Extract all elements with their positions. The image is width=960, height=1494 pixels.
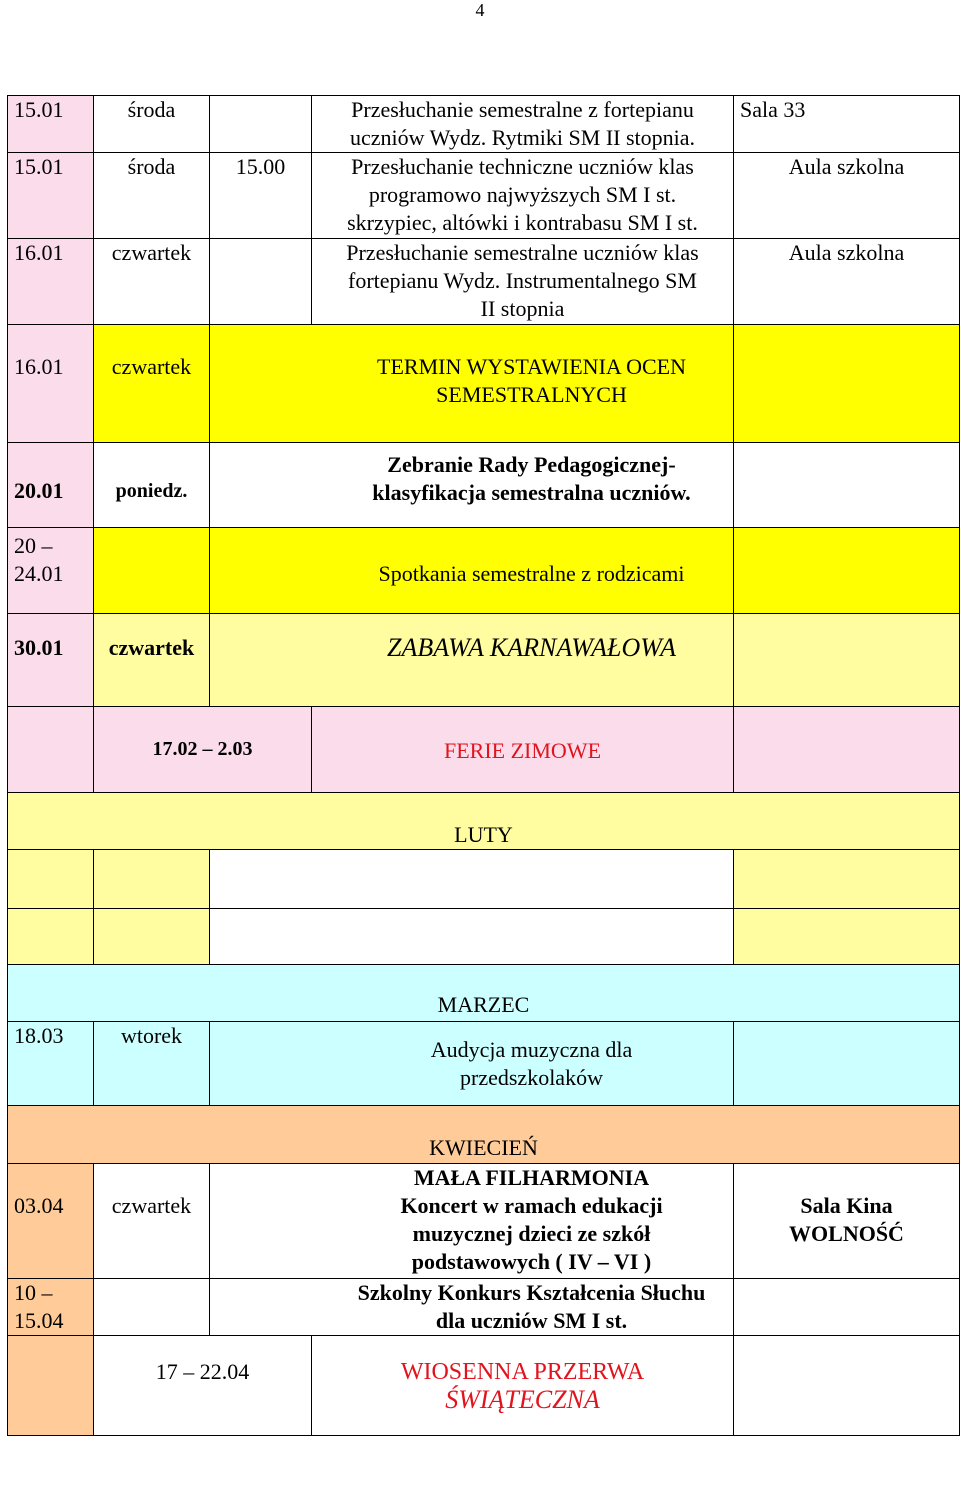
table-row: [8, 850, 960, 909]
description-cell: [210, 325, 734, 443]
description-line: Szkolny Konkurs Kształcenia Słuchu: [357, 1280, 706, 1305]
date-cell: [8, 909, 94, 965]
description-line: Koncert w ramach edukacji: [400, 1193, 663, 1218]
table-row: [8, 443, 960, 528]
date-cell: [8, 850, 94, 909]
month-header-marzec: [8, 965, 960, 1022]
room-cell: [734, 909, 960, 965]
description-cell: [210, 443, 734, 528]
month-header-luty: [8, 793, 960, 850]
description-line: skrzypiec, altówki i kontrabasu SM I st.: [347, 210, 698, 235]
day-cell: [94, 528, 210, 614]
month-title: LUTY: [454, 822, 513, 847]
day-text: środa: [127, 97, 176, 122]
description-line: uczniów Wydz. Rytmiki SM II stopnia.: [349, 125, 696, 150]
table-row: [8, 96, 960, 153]
day-cell: [94, 96, 210, 153]
room-cell: [734, 1279, 960, 1336]
date-cell: [8, 707, 94, 793]
description-text: ZABAWA KARNAWAŁOWA: [387, 633, 676, 662]
table-row: [8, 614, 960, 707]
description-cell: [210, 1164, 734, 1279]
description-line: przedszkolaków: [460, 1065, 603, 1090]
room-cell: [734, 614, 960, 707]
date-line: 20 –: [14, 533, 53, 558]
description-line: Zebranie Rady Pedagogicznej-: [387, 452, 676, 477]
month-title: MARZEC: [437, 992, 530, 1017]
month-header-row: [8, 965, 960, 1022]
table-row: [8, 707, 960, 793]
date-text: 16.01: [14, 240, 64, 265]
description-cell: [312, 239, 734, 325]
description-line: MAŁA FILHARMONIA: [413, 1165, 650, 1190]
date-line: 10 –: [14, 1280, 53, 1305]
day-text: poniedz.: [115, 480, 188, 502]
table-row: [8, 325, 960, 443]
date-cell: [8, 614, 94, 707]
room-cell: [734, 96, 960, 153]
table-row: [8, 909, 960, 965]
date-cell: [8, 153, 94, 239]
description-cell: [210, 909, 734, 965]
room-cell: [734, 707, 960, 793]
table-row: [8, 1022, 960, 1106]
description-line: SEMESTRALNYCH: [436, 382, 627, 407]
date-cell: [8, 1164, 94, 1279]
description-cell: [210, 614, 734, 707]
room-cell: [734, 153, 960, 239]
table-row: [8, 1164, 960, 1279]
description-cell: [312, 707, 734, 793]
schedule-table: [7, 95, 960, 1436]
day-cell: [94, 909, 210, 965]
time-cell: [210, 239, 312, 325]
date-cell: [8, 443, 94, 528]
date-cell: [8, 1022, 94, 1106]
table-row: [8, 528, 960, 614]
room-line: Sala Kina: [800, 1193, 893, 1218]
time-text: 15.00: [235, 154, 286, 179]
day-text: czwartek: [111, 1193, 192, 1218]
date-cell: [8, 96, 94, 153]
date-text: 20.01: [14, 478, 64, 503]
description-line: dla uczniów SM I st.: [435, 1308, 628, 1333]
room-text: Aula szkolna: [788, 240, 905, 265]
day-cell: [94, 325, 210, 443]
date-line: 15.04: [14, 1308, 64, 1333]
day-text: środa: [127, 154, 176, 179]
time-cell: [210, 153, 312, 239]
day-cell: [94, 1164, 210, 1279]
table-row: [8, 1279, 960, 1336]
date-cell: [8, 1279, 94, 1336]
day-text: wtorek: [120, 1023, 183, 1048]
table-row: [8, 239, 960, 325]
date-text: 03.04: [14, 1193, 64, 1218]
date-cell: [8, 1336, 94, 1436]
description-line: ŚWIĄTECZNA: [445, 1385, 600, 1414]
description-line: Przesłuchanie techniczne uczniów klas: [351, 154, 694, 179]
description-cell: [210, 850, 734, 909]
date-cell: [8, 239, 94, 325]
room-cell: [734, 443, 960, 528]
time-cell: [210, 96, 312, 153]
room-cell: [734, 1022, 960, 1106]
day-cell: [94, 1022, 210, 1106]
description-line: podstawowych ( IV – VI ): [411, 1249, 652, 1274]
room-cell: [734, 325, 960, 443]
description-line: fortepianu Wydz. Instrumentalnego SM: [348, 268, 697, 293]
room-cell: [734, 239, 960, 325]
date-text: 18.03: [14, 1023, 64, 1048]
table-row: [8, 1336, 960, 1436]
room-cell: [734, 528, 960, 614]
date-line: 24.01: [14, 561, 64, 586]
page-number: 4: [475, 0, 485, 20]
date-text: 16.01: [14, 354, 64, 379]
day-cell: [94, 443, 210, 528]
room-line: WOLNOŚĆ: [789, 1221, 904, 1246]
day-text: czwartek: [111, 354, 192, 379]
day-cell: [94, 239, 210, 325]
date-range-text: 17 – 22.04: [155, 1359, 250, 1384]
description-line: Przesłuchanie semestralne uczniów klas: [346, 240, 699, 265]
day-text: czwartek: [111, 240, 192, 265]
description-cell: [210, 1022, 734, 1106]
description-text: Spotkania semestralne z rodzicami: [378, 561, 685, 586]
date-range-cell: [94, 707, 312, 793]
description-line: Audycja muzyczna dla: [430, 1037, 633, 1062]
description-cell: [312, 153, 734, 239]
date-range-cell: [94, 1336, 312, 1436]
date-cell: [8, 528, 94, 614]
description-text: FERIE ZIMOWE: [443, 738, 602, 763]
month-header-row: [8, 793, 960, 850]
description-line: muzycznej dzieci ze szkół: [412, 1221, 651, 1246]
description-line: TERMIN WYSTAWIENIA OCEN: [377, 354, 686, 379]
description-line: WIOSENNA PRZERWA: [400, 1359, 645, 1385]
day-cell: [94, 850, 210, 909]
description-line: programowo najwyższych SM I st.: [368, 182, 677, 207]
room-cell: [734, 1164, 960, 1279]
room-cell: [734, 1336, 960, 1436]
description-line: II stopnia: [480, 296, 565, 321]
description-cell: [210, 528, 734, 614]
description-line: klasyfikacja semestralna uczniów.: [372, 480, 691, 505]
month-header-kwiecien: [8, 1106, 960, 1164]
date-range-text: 17.02 – 2.03: [152, 738, 253, 760]
description-cell: [312, 1336, 734, 1436]
table-row: [8, 153, 960, 239]
date-text: 15.01: [14, 97, 64, 122]
month-header-row: [8, 1106, 960, 1164]
day-cell: [94, 1279, 210, 1336]
date-text: 15.01: [14, 154, 64, 179]
room-text: Aula szkolna: [788, 154, 905, 179]
room-text: Sala 33: [740, 97, 806, 122]
day-cell: [94, 614, 210, 707]
date-text: 30.01: [14, 635, 64, 660]
day-cell: [94, 153, 210, 239]
room-cell: [734, 850, 960, 909]
description-cell: [210, 1279, 734, 1336]
description-cell: [312, 96, 734, 153]
month-title: KWIECIEŃ: [429, 1135, 538, 1160]
description-line: Przesłuchanie semestralne z fortepianu: [351, 97, 694, 122]
date-cell: [8, 325, 94, 443]
day-text: czwartek: [108, 635, 195, 660]
